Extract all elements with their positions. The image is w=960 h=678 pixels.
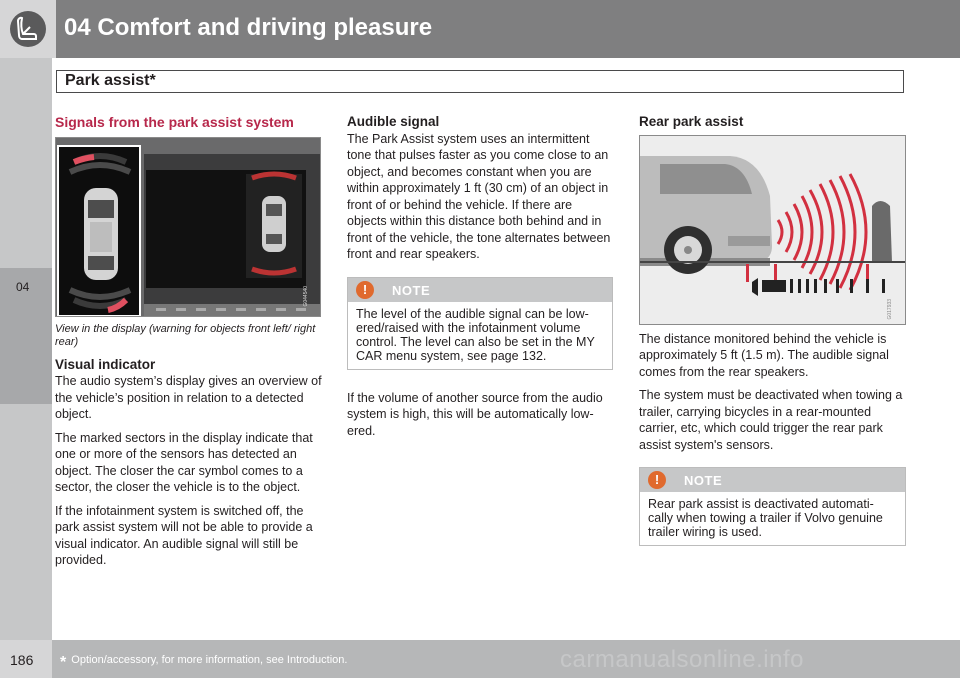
page-header (0, 0, 960, 58)
chapter-tab-number: 04 (16, 280, 30, 294)
paragraph: The marked sectors in the display indicate that one or more of the sensors has detected an object. The closer the car symbol comes to a sector, the closer the vehicle is to the object. (55, 430, 313, 494)
chapter-tab-marker (0, 268, 52, 404)
paragraph: The audio system’s display gives an overview of the vehicle’s position in relation to a detected object. (55, 374, 322, 421)
column-2 (347, 114, 613, 446)
paragraph: The Park Assist system uses an intermittent tone that pulses faster as you come close to an object, and becomes constant when you are within approximately 1 ft (30 cm) of an object in front of or behind the vehicle. If there are objects within this distance both behind and in front of the vehicle, the tone alternates between front and rear speakers. (347, 131, 611, 261)
section-title: Park assist* (65, 72, 156, 89)
column-1 (55, 114, 323, 576)
asterisk: * (60, 654, 67, 671)
note-header (348, 278, 612, 302)
display-figure (55, 137, 321, 317)
figure-caption: View in the display (warning for objects front left/ right rear) (55, 322, 316, 348)
paragraph: If the infotainment system is switched off, the park assist system will not be able to provide a visual indicator. An audible signal will still be provided. (55, 503, 313, 567)
info-icon: ! (648, 471, 666, 489)
paragraph: The system must be deactivated when towing a trailer, carrying bicycles in a rear-mounted carrier, etc, which could trigger the rear park assist system's sensors. (639, 388, 903, 452)
note-box (639, 467, 906, 546)
column-3 (639, 114, 906, 566)
rear-park-illustration (640, 136, 906, 325)
section-title-bar (56, 70, 904, 93)
figure-id: G044540 (303, 285, 310, 307)
seat-icon (8, 9, 48, 49)
figure-id: G017933 (887, 298, 894, 320)
page-number: 186 (10, 652, 34, 668)
note-text: Rear park assist is deactivated automati-cally when towing a trailer if Volvo genuine trailer wiring is used. (648, 497, 883, 539)
display-illustration (56, 138, 321, 317)
watermark: carmanualsonline.info (560, 646, 804, 673)
note-text: The level of the audible signal can be low-ered/raised with the infotainment volume control. The level can also be set in the MY CAR menu system, see page 132. (356, 306, 595, 363)
visual-indicator-heading: Visual indicator (55, 356, 156, 372)
page-number-box (0, 640, 52, 678)
note-label: NOTE (392, 282, 431, 298)
footer-note (60, 654, 347, 672)
chapter-side-tab (0, 58, 52, 640)
note-box (347, 277, 613, 370)
note-label: NOTE (684, 473, 723, 488)
info-icon: ! (356, 281, 374, 299)
audible-signal-heading: Audible signal (347, 114, 440, 129)
chapter-title: 04 Comfort and driving pleasure (64, 14, 433, 41)
page-footer (0, 640, 960, 678)
note-header (640, 468, 905, 492)
paragraph: If the volume of another source from the audio system is high, this will be automatically low-ered. (347, 390, 603, 438)
chapter-icon-box (0, 0, 56, 58)
paragraph: The distance monitored behind the vehicle is approximately 5 ft (1.5 m). The audible signal comes from the rear speakers. (639, 331, 889, 379)
footer-note-text: Option/accessory, for more information, see Introduction. (71, 654, 348, 666)
rear-park-assist-heading: Rear park assist (639, 114, 744, 129)
rear-park-figure (639, 135, 906, 325)
signals-heading: Signals from the park assist system (55, 114, 294, 130)
